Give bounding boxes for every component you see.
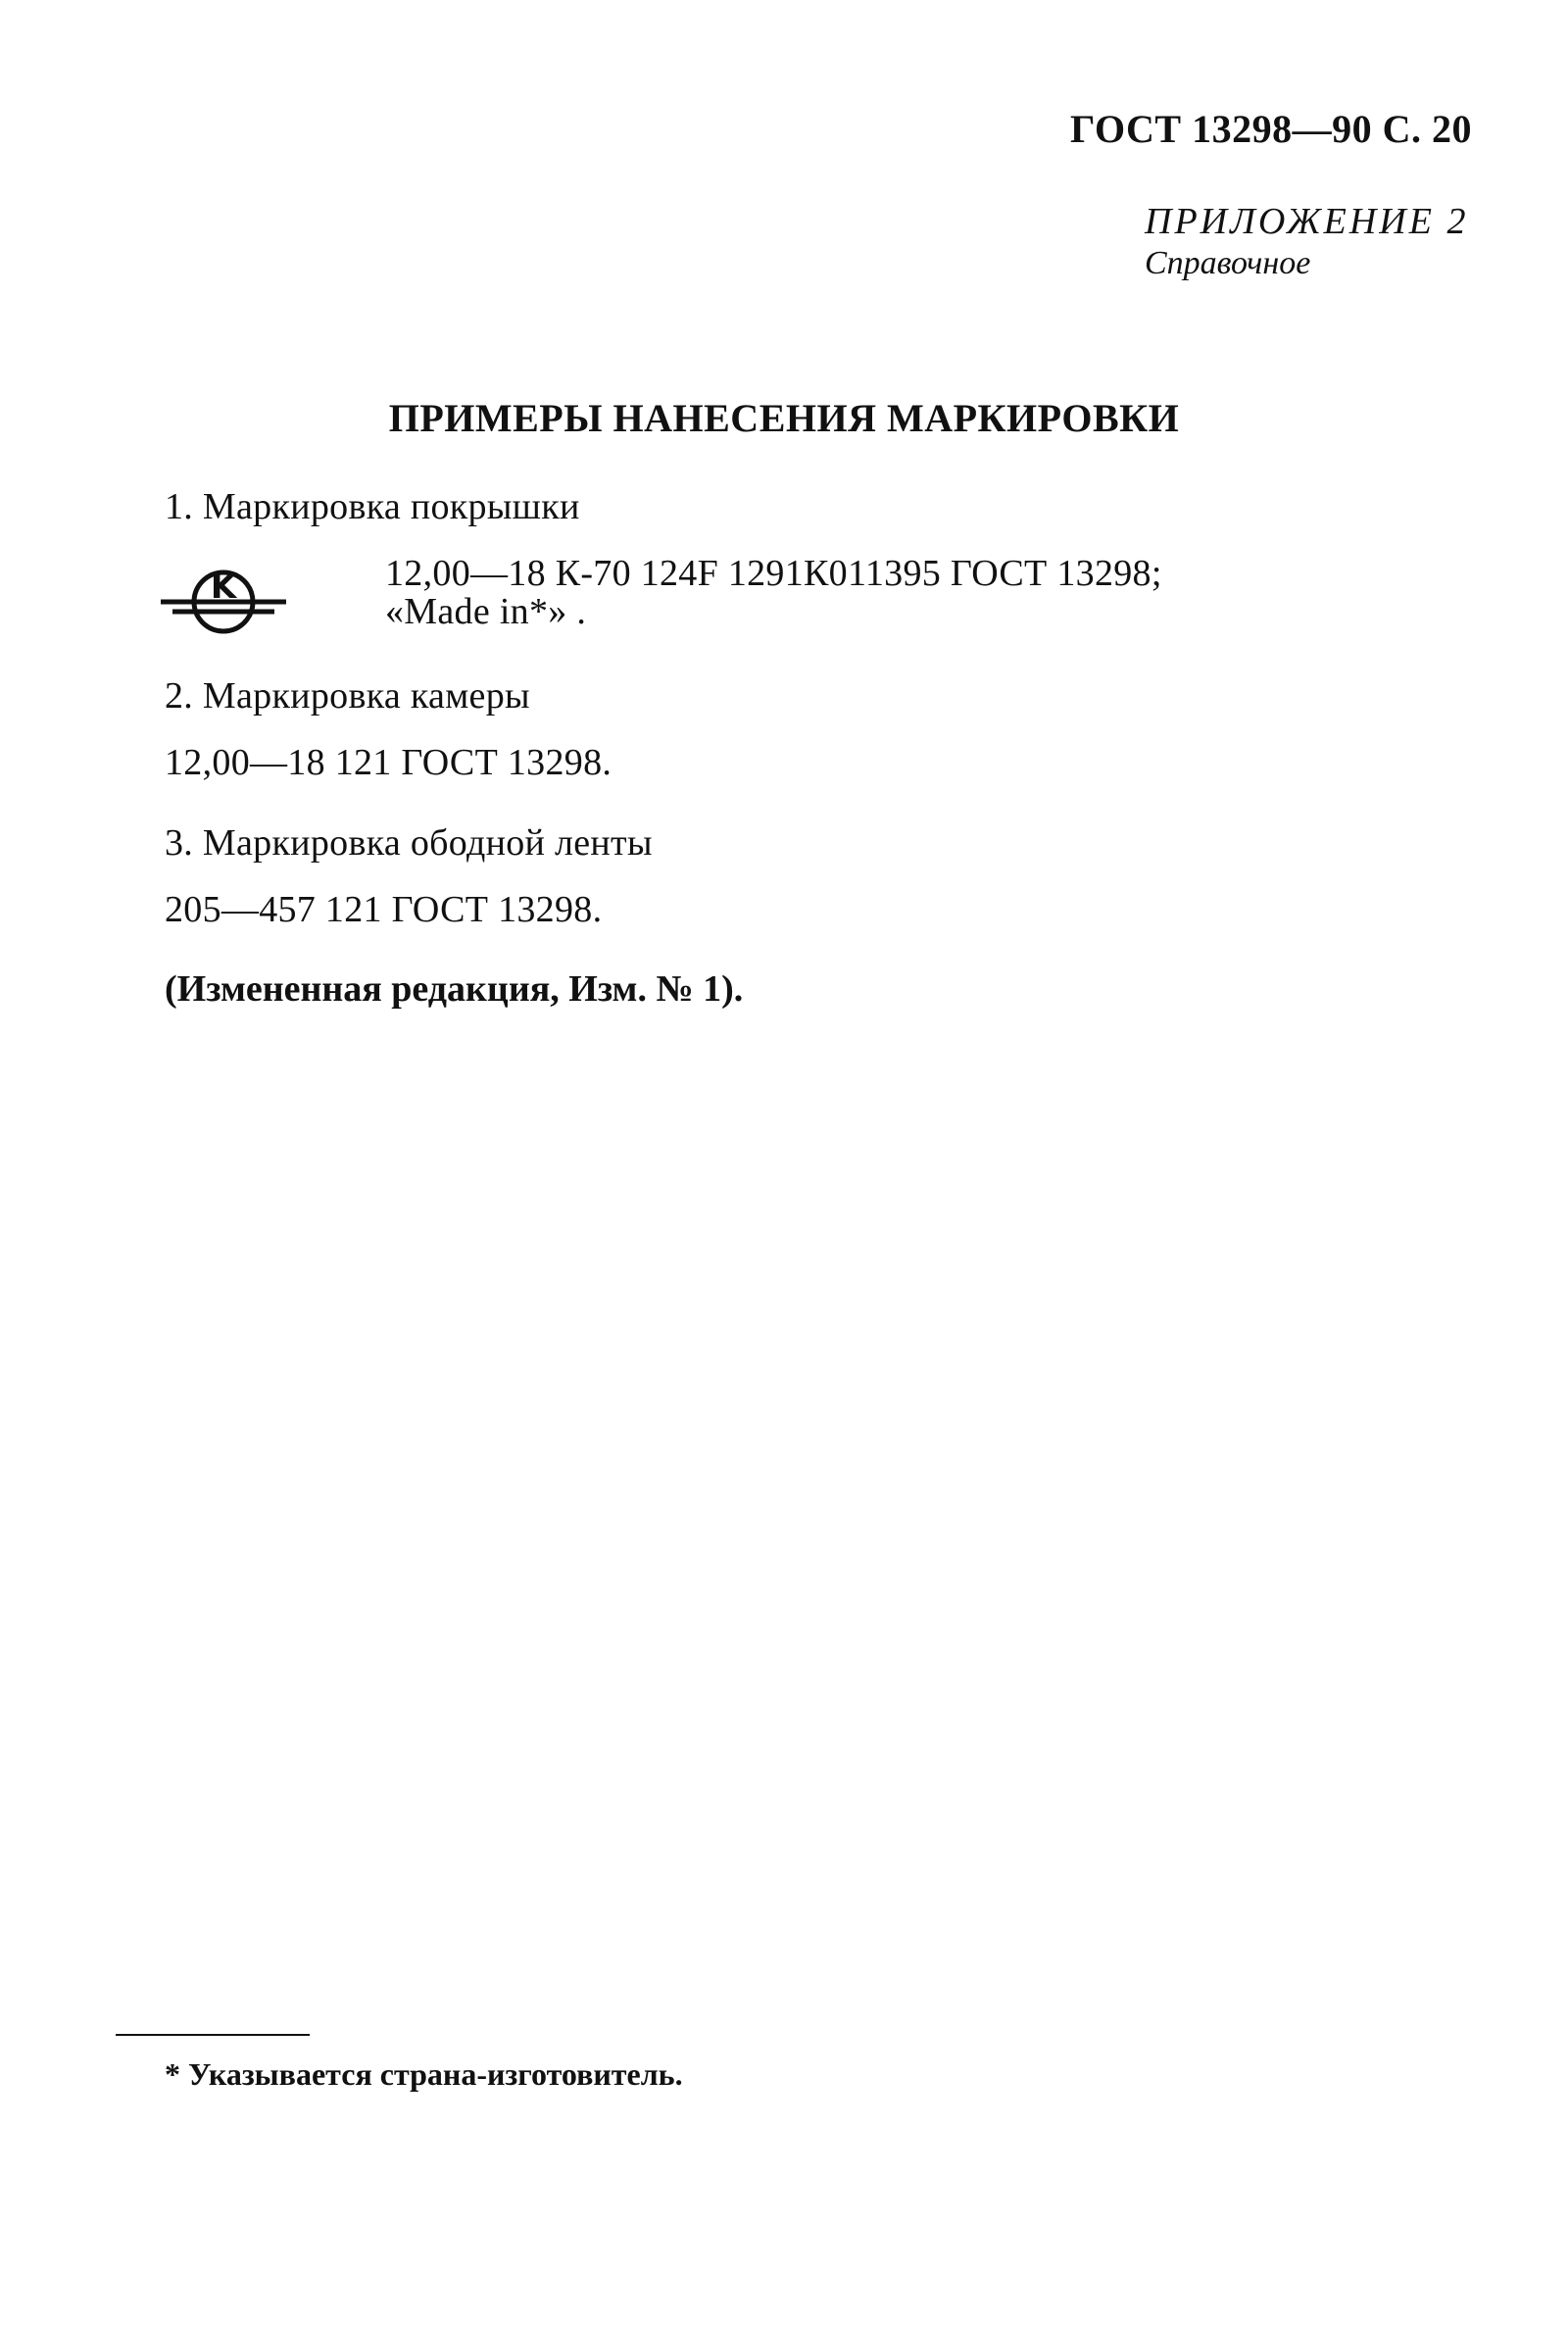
- tire-marking-heading: 1. Маркировка покрышки: [165, 486, 580, 527]
- flap-marking-heading: 3. Маркировка ободной ленты: [165, 822, 653, 864]
- flap-marking: 205—457 121 ГОСТ 13298.: [165, 889, 603, 930]
- appendix-type: Справочное: [1145, 245, 1311, 281]
- document-page-header: ГОСТ 13298—90 С. 20: [1069, 107, 1472, 151]
- amendment-note: (Измененная редакция, Изм. № 1).: [165, 968, 744, 1010]
- tire-marking-line-1: 12,00—18 К-70 124F 1291К011395 ГОСТ 13298;: [385, 553, 1162, 594]
- tube-marking-heading: 2. Маркировка камеры: [165, 675, 530, 717]
- section-title: ПРИМЕРЫ НАНЕСЕНИЯ МАРКИРОВКИ: [388, 396, 1180, 440]
- logo-letter: K: [210, 568, 237, 607]
- footnote: * Указывается страна-изготовитель.: [165, 2056, 683, 2092]
- certification-mark-icon: [161, 567, 286, 643]
- appendix-label: ПРИЛОЖЕНИЕ 2: [1145, 201, 1469, 242]
- tire-marking-line-2: «Made in*» .: [385, 591, 587, 632]
- tube-marking: 12,00—18 121 ГОСТ 13298.: [165, 742, 612, 783]
- footnote-divider: [116, 2034, 310, 2036]
